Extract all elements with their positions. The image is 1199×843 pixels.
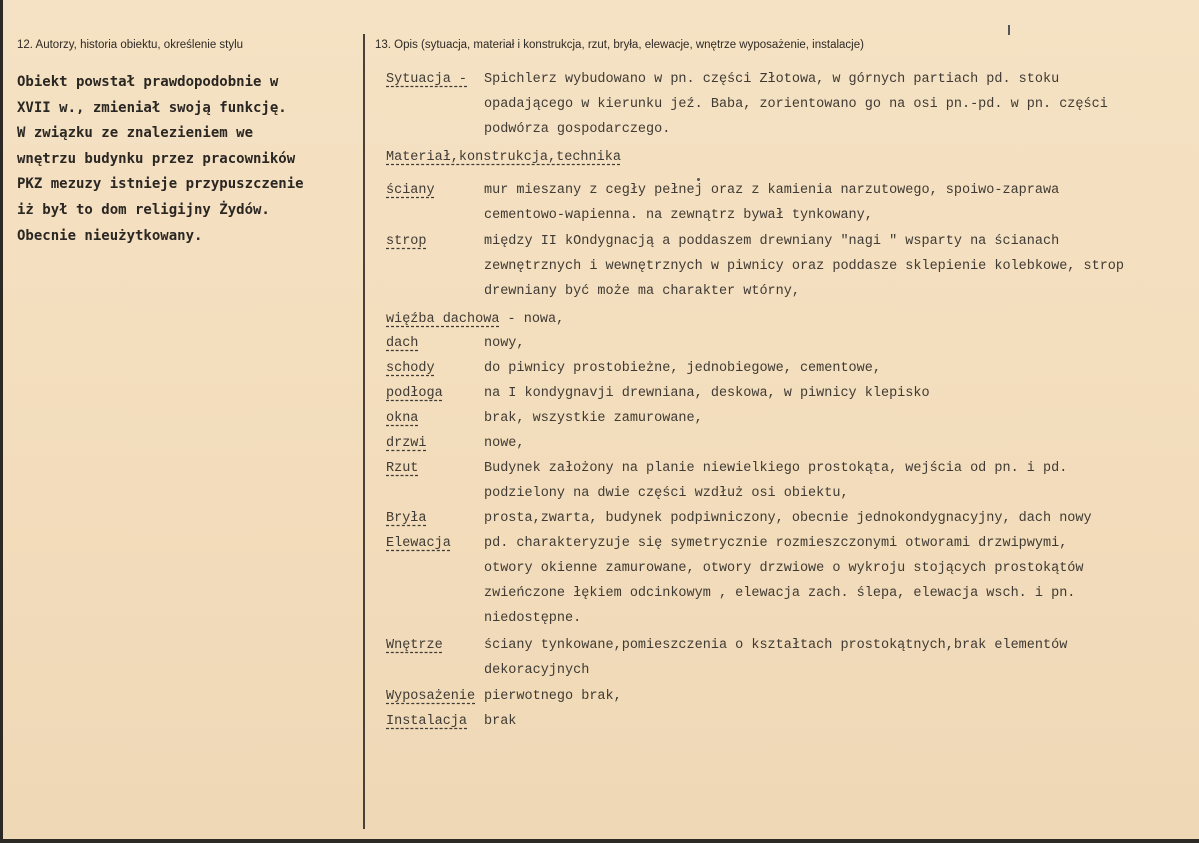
- elewacja-line: otwory okienne zamurowane, otwory drzwiowe o wykroju stojących prostokątów: [484, 561, 1084, 576]
- sytuacja-value: Spichlerz wybudowano w pn. części Złotowa, w górnych partiach pd. stoku: [484, 72, 1060, 87]
- bryla-label: Bryła: [386, 511, 427, 526]
- history-line: XVII w., zmieniał swoją funkcję.: [17, 99, 287, 116]
- wiezba-row: [386, 312, 1186, 327]
- elewacja-line: niedostępne.: [484, 611, 582, 626]
- history-line: Obiekt powstał prawdopodobnie w: [17, 74, 279, 90]
- wiezba-value: - nowa,: [499, 312, 565, 327]
- rzut-value: Budynek założony na planie niewielkiego prostokąta, wejścia od pn. i pd.: [484, 461, 1068, 476]
- okna-value: brak, wszystkie zamurowane,: [484, 411, 703, 426]
- sytuacja-line: opadającego w kierunku jeź. Baba, zorientowano go na osi pn.-pd. w pn. części: [484, 97, 1108, 112]
- sciany-label: ściany: [386, 183, 435, 198]
- instalacja-label: Instalacja: [386, 714, 468, 729]
- sytuacja-label: Sytuacja -: [386, 72, 468, 87]
- history-text: [17, 70, 357, 249]
- sciany-value: mur mieszany z cegły pełnej oraz z kamienia narzutowego, spoiwo-zaprawa: [484, 183, 1060, 198]
- pen-dot: [697, 178, 700, 181]
- elewacja-value: pd. charakteryzuje się symetrycznie rozmieszczonymi otworami drzwipwymi,: [484, 536, 1068, 551]
- wnetrze-value: ściany tynkowane,pomieszczenia o kształtach prostokątnych,brak elementów: [484, 638, 1068, 653]
- section-12-header: 12. Autorzy, historia obiektu, określenie stylu: [17, 39, 244, 51]
- pen-mark: [1008, 25, 1010, 35]
- rzut-label: Rzut: [386, 461, 419, 476]
- wyposazenie-label: Wyposażenie: [386, 689, 476, 704]
- wyposazenie-value: pierwotnego brak,: [484, 689, 622, 704]
- elewacja-label: Elewacja: [386, 536, 451, 551]
- dach-label: dach: [386, 336, 419, 351]
- section-13-header: 13. Opis (sytuacja, materiał i konstrukcja, rzut, bryła, elewacje, wnętrze wyposażenie, instalacje): [375, 39, 864, 51]
- wiezba-label: więźba dachowa: [386, 312, 500, 327]
- column-divider: [363, 34, 365, 829]
- strop-label: strop: [386, 234, 427, 249]
- history-line: W związku ze znalezieniem we: [17, 125, 254, 142]
- dach-value: nowy,: [484, 336, 525, 351]
- okna-label: okna: [386, 411, 419, 426]
- rzut-line: podzielony na dwie części wzdłuż osi obiektu,: [484, 486, 849, 501]
- wnetrze-line: dekoracyjnych: [484, 663, 590, 678]
- history-line: iż był to dom religijny Żydów.: [17, 201, 270, 218]
- history-line: wnętrzu budynku przez pracowników: [17, 150, 296, 167]
- drzwi-label: drzwi: [386, 436, 427, 451]
- history-line: PKZ mezuzy istnieje przypuszczenie: [17, 176, 304, 193]
- schody-label: schody: [386, 361, 435, 376]
- instalacja-value: brak: [484, 714, 517, 729]
- sytuacja-line: podwórza gospodarczego.: [484, 122, 671, 137]
- material-heading: Materiał,konstrukcja,technika: [386, 150, 621, 165]
- bryla-value: prosta,zwarta, budynek podpiwniczony, obecnie jednokondygnacyjny, dach nowy: [484, 511, 1092, 526]
- podloga-value: na I kondygnavji drewniana, deskowa, w piwnicy klepisko: [484, 386, 930, 401]
- podloga-label: podłoga: [386, 386, 443, 401]
- history-line: Obecnie nieużytkowany.: [17, 227, 203, 244]
- strop-value: między II kOndygnacją a poddaszem drewniany "nagi " wsparty na ścianach: [484, 234, 1060, 249]
- drzwi-value: nowe,: [484, 436, 525, 451]
- strop-line: zewnętrznych i wewnętrznych w piwnicy oraz poddasze sklepienie kolebkowe, strop: [484, 259, 1125, 274]
- schody-value: do piwnicy prostobieżne, jednobiegowe, cementowe,: [484, 361, 881, 376]
- strop-line: drewniany być może ma charakter wtórny,: [484, 284, 800, 299]
- elewacja-line: zwieńczone łękiem odcinkowym , elewacja zach. ślepa, elewacja wsch. i pn.: [484, 586, 1076, 601]
- wnetrze-label: Wnętrze: [386, 638, 443, 653]
- sciany-line: cementowo-wapienna. na zewnątrz bywał tynkowany,: [484, 208, 873, 223]
